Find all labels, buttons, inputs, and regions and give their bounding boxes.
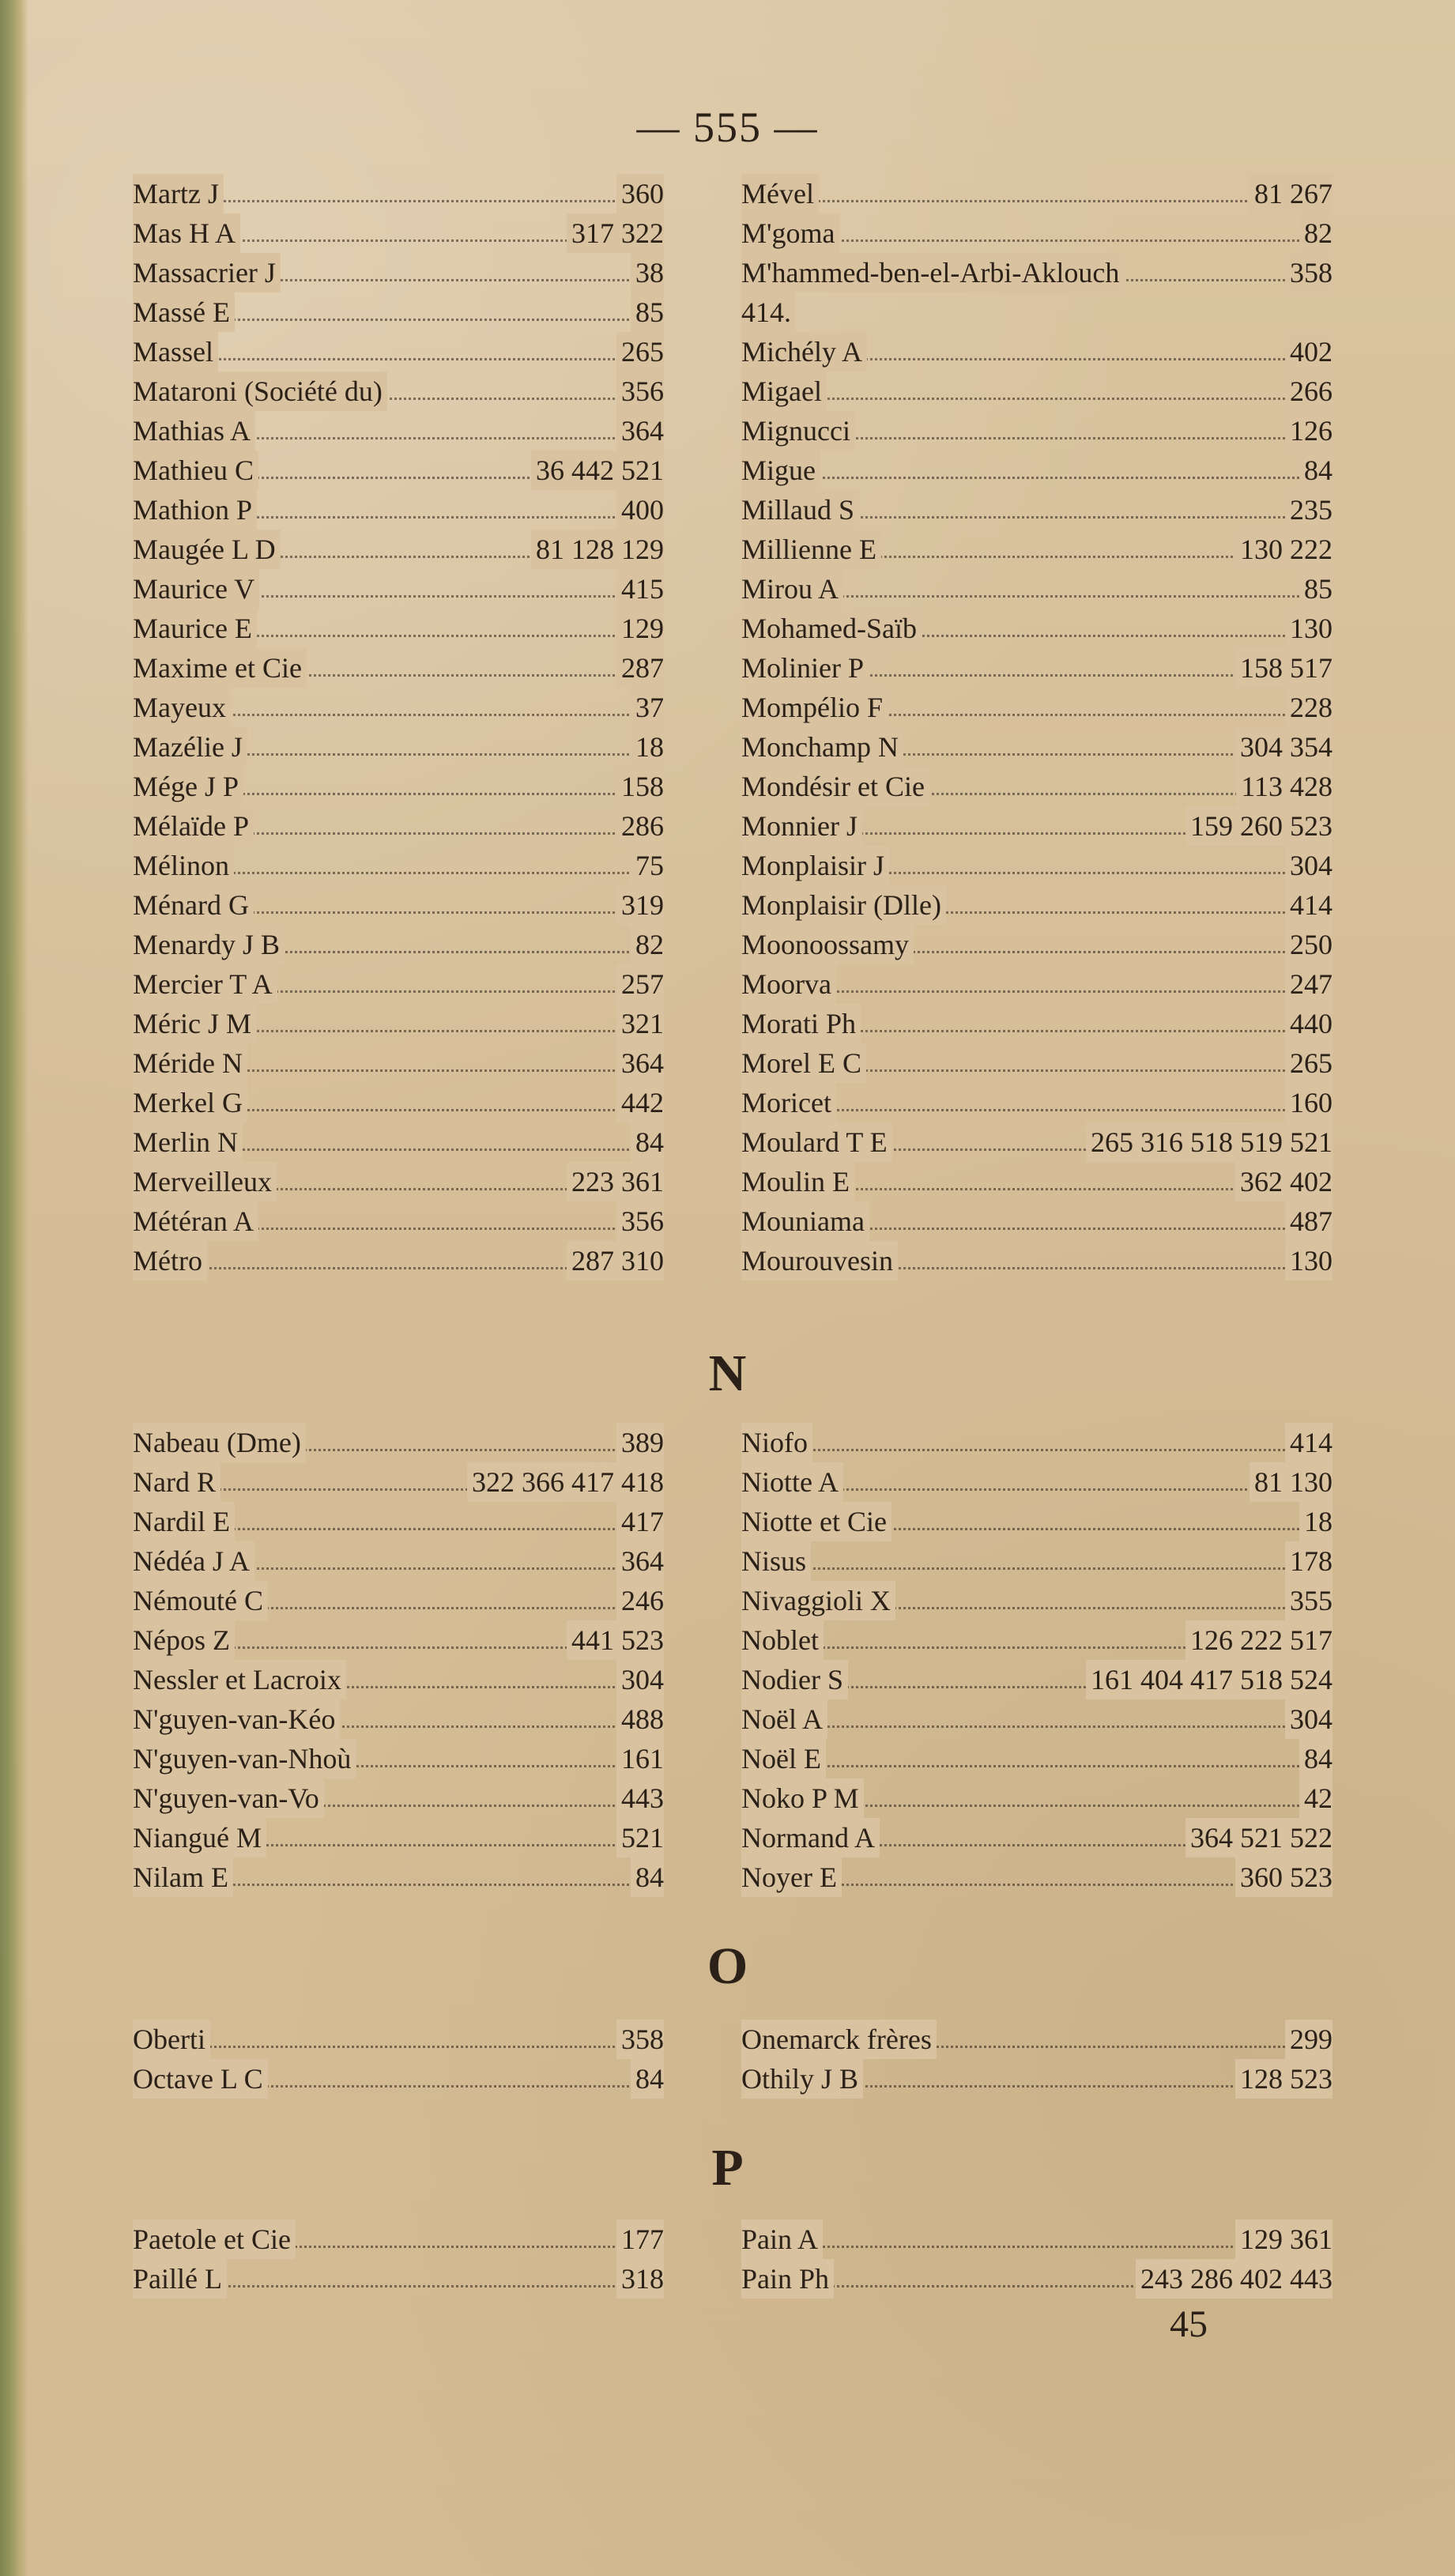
index-entry xyxy=(133,253,664,292)
right-column xyxy=(741,174,1332,1280)
index-entry xyxy=(741,1162,1332,1201)
entry-name: Monchamp N xyxy=(741,727,903,767)
index-entry xyxy=(741,372,1332,411)
index-entry xyxy=(741,1541,1332,1581)
entry-name: Nisus xyxy=(741,1541,811,1581)
entry-name: Méric J M xyxy=(133,1004,256,1043)
entry-page-refs: 356 xyxy=(616,372,664,411)
entry-name: Moricet xyxy=(741,1083,836,1122)
entry-page-refs: 158 517 xyxy=(1235,648,1332,688)
entry-name: Mége J P xyxy=(133,767,243,806)
right-column xyxy=(741,1423,1332,1897)
entry-page-refs: 441 523 xyxy=(567,1620,664,1660)
index-entry xyxy=(741,1043,1332,1083)
entry-page-refs: 402 xyxy=(1285,332,1332,372)
entry-page-refs: 257 xyxy=(616,964,664,1004)
entry-name: Moorva xyxy=(741,964,836,1004)
dot-leader xyxy=(741,372,1332,400)
entry-name: Pain Ph xyxy=(741,2259,834,2299)
entry-name: 414. xyxy=(741,292,796,332)
entry-page-refs: 488 xyxy=(616,1699,664,1739)
entry-page-refs: 178 xyxy=(1285,1541,1332,1581)
index-entry xyxy=(741,767,1332,806)
entry-name: Menardy J B xyxy=(133,925,285,964)
entry-page-refs: 266 xyxy=(1285,372,1332,411)
entry-page-refs: 177 xyxy=(616,2220,664,2259)
entry-page-refs: 287 310 xyxy=(567,1241,664,1280)
entry-name: Noël E xyxy=(741,1739,826,1778)
dot-leader xyxy=(741,174,1332,202)
dot-leader xyxy=(133,2020,664,2048)
entry-page-refs: 82 xyxy=(1299,213,1332,253)
entry-name: Nardil E xyxy=(133,1502,235,1541)
entry-page-refs: 318 xyxy=(616,2259,664,2299)
entry-name: Niotte A xyxy=(741,1462,843,1502)
entry-page-refs: 414 xyxy=(1285,1423,1332,1462)
index-entry xyxy=(133,925,664,964)
index-entry xyxy=(133,1581,664,1620)
index-entry xyxy=(741,1620,1332,1660)
entry-page-refs: 322 366 417 418 xyxy=(467,1462,664,1502)
entry-page-refs: 18 xyxy=(631,727,664,767)
entry-name: Métro xyxy=(133,1241,207,1280)
index-entry xyxy=(741,885,1332,925)
entry-page-refs: 85 xyxy=(631,292,664,332)
entry-page-refs: 304 xyxy=(1285,1699,1332,1739)
index-entry xyxy=(741,1241,1332,1280)
entry-page-refs: 130 xyxy=(1285,1241,1332,1280)
entry-name: Mataroni (Société du) xyxy=(133,372,387,411)
entry-name: Massacrier J xyxy=(133,253,281,292)
entry-name: Massel xyxy=(133,332,218,372)
index-entry xyxy=(133,1162,664,1201)
entry-page-refs: 360 xyxy=(616,174,664,213)
dot-leader xyxy=(741,1699,1332,1728)
entry-page-refs: 85 xyxy=(1299,569,1332,609)
index-entry xyxy=(741,1083,1332,1122)
entry-page-refs: 36 442 521 xyxy=(531,451,664,490)
entry-page-refs: 358 xyxy=(616,2020,664,2059)
index-entry xyxy=(133,688,664,727)
entry-name: Morati Ph xyxy=(741,1004,861,1043)
entry-page-refs: 265 316 518 519 521 xyxy=(1086,1122,1332,1162)
index-entry xyxy=(133,372,664,411)
entry-name: Millaud S xyxy=(741,490,859,530)
entry-page-refs: 304 xyxy=(1285,846,1332,885)
index-entry xyxy=(741,213,1332,253)
entry-page-refs: 235 xyxy=(1285,490,1332,530)
entry-name: Niofo xyxy=(741,1423,812,1462)
entry-page-refs: 319 xyxy=(616,885,664,925)
index-entry xyxy=(741,1502,1332,1541)
entry-page-refs: 362 402 xyxy=(1235,1162,1332,1201)
left-column xyxy=(133,2220,664,2299)
index-entry xyxy=(741,253,1332,292)
entry-name: Pain A xyxy=(741,2220,823,2259)
index-entry xyxy=(133,2059,664,2099)
entry-page-refs: 126 xyxy=(1285,411,1332,451)
entry-name: M'hammed-ben-el-Arbi-Aklouch xyxy=(741,253,1124,292)
index-entry xyxy=(741,1462,1332,1502)
index-entry xyxy=(741,1201,1332,1241)
entry-page-refs: 246 xyxy=(616,1581,664,1620)
entry-page-refs: 84 xyxy=(1299,1739,1332,1778)
index-entry xyxy=(741,688,1332,727)
entry-name: Merkel G xyxy=(133,1083,247,1122)
index-entry xyxy=(133,767,664,806)
entry-page-refs: 364 xyxy=(616,1541,664,1581)
entry-list xyxy=(741,174,1332,1280)
index-entry xyxy=(133,569,664,609)
entry-name: Moulard T E xyxy=(741,1122,892,1162)
entry-name: Onemarck frères xyxy=(741,2020,937,2059)
entry-name: Noyer E xyxy=(741,1858,842,1897)
entry-page-refs: 417 xyxy=(616,1502,664,1541)
entry-page-refs: 129 361 xyxy=(1235,2220,1332,2259)
index-entry xyxy=(741,569,1332,609)
entry-name: Mignucci xyxy=(741,411,855,451)
entry-page-refs: 321 xyxy=(616,1004,664,1043)
entry-page-refs: 364 xyxy=(616,1043,664,1083)
index-entry xyxy=(133,1620,664,1660)
entry-name: Mathieu C xyxy=(133,451,258,490)
index-entry xyxy=(741,1122,1332,1162)
entry-page-refs: 18 xyxy=(1299,1502,1332,1541)
entry-name: Migue xyxy=(741,451,820,490)
entry-page-refs: 160 xyxy=(1285,1083,1332,1122)
entry-name: M'goma xyxy=(741,213,839,253)
section-heading-o: O xyxy=(707,1937,748,1995)
entry-name: Mercier T A xyxy=(133,964,277,1004)
index-entry xyxy=(133,1122,664,1162)
index-entry xyxy=(741,1423,1332,1462)
index-entry xyxy=(741,2020,1332,2059)
index-entry xyxy=(741,846,1332,885)
left-column xyxy=(133,1423,664,1897)
entry-page-refs: 356 xyxy=(616,1201,664,1241)
entry-name: Némouté C xyxy=(133,1581,268,1620)
entry-name: Monplaisir J xyxy=(741,846,889,885)
entry-name: Nédéa J A xyxy=(133,1541,254,1581)
entry-page-refs: 360 523 xyxy=(1235,1858,1332,1897)
entry-name: Oberti xyxy=(133,2020,210,2059)
entry-name: Mélaïde P xyxy=(133,806,254,846)
index-entry xyxy=(741,609,1332,648)
entry-name: Méride N xyxy=(133,1043,247,1083)
index-entry xyxy=(133,1660,664,1699)
page-number: — 555 — xyxy=(636,104,819,151)
entry-list xyxy=(741,2220,1332,2299)
section-heading-n: N xyxy=(708,1345,747,1402)
entry-page-refs: 81 267 xyxy=(1250,174,1332,213)
entry-list xyxy=(133,2020,664,2099)
entry-name: Mathias A xyxy=(133,411,255,451)
entry-page-refs: 304 xyxy=(616,1660,664,1699)
index-entry xyxy=(133,1699,664,1739)
entry-name: Martz J xyxy=(133,174,224,213)
entry-name: N'guyen-van-Nhoù xyxy=(133,1739,356,1778)
entry-name: Nabeau (Dme) xyxy=(133,1423,306,1462)
entry-page-refs: 415 xyxy=(616,569,664,609)
index-entry xyxy=(133,1502,664,1541)
entry-name: Octave L C xyxy=(133,2059,268,2099)
entry-name: Noko P M xyxy=(741,1778,864,1818)
entry-name: Nilam E xyxy=(133,1858,233,1897)
entry-page-refs: 37 xyxy=(631,688,664,727)
index-entry xyxy=(133,1462,664,1502)
index-entry xyxy=(741,1581,1332,1620)
entry-list xyxy=(741,1423,1332,1897)
index-entry xyxy=(133,530,664,569)
entry-name: Morel E C xyxy=(741,1043,866,1083)
entry-page-refs: 299 xyxy=(1285,2020,1332,2059)
entry-name: Mondésir et Cie xyxy=(741,767,929,806)
entry-page-refs: 84 xyxy=(631,1858,664,1897)
entry-name: Mompélio F xyxy=(741,688,888,727)
index-entry xyxy=(741,451,1332,490)
index-entry xyxy=(133,2220,664,2259)
index-entry xyxy=(741,1660,1332,1699)
entry-name: Nivaggioli X xyxy=(741,1581,895,1620)
entry-page-refs: 161 xyxy=(616,1739,664,1778)
entry-page-refs: 286 xyxy=(616,806,664,846)
index-entry xyxy=(741,648,1332,688)
entry-name: Mayeux xyxy=(133,688,231,727)
entry-name: Nodier S xyxy=(741,1660,848,1699)
entry-page-refs: 265 xyxy=(1285,1043,1332,1083)
index-entry xyxy=(133,411,664,451)
index-entry xyxy=(741,530,1332,569)
entry-name: Maugée L D xyxy=(133,530,281,569)
entry-page-refs: 414 xyxy=(1285,885,1332,925)
dot-leader xyxy=(741,1541,1332,1570)
index-entry xyxy=(741,411,1332,451)
entry-page-refs: 84 xyxy=(1299,451,1332,490)
entry-page-refs: 113 428 xyxy=(1236,767,1332,806)
index-entry xyxy=(133,451,664,490)
entry-name: Nard R xyxy=(133,1462,221,1502)
entry-page-refs: 228 xyxy=(1285,688,1332,727)
index-entry xyxy=(133,1858,664,1897)
index-entry xyxy=(741,1778,1332,1818)
entry-page-refs: 223 361 xyxy=(567,1162,664,1201)
index-entry xyxy=(133,292,664,332)
index-entry xyxy=(133,1541,664,1581)
entry-name: Merveilleux xyxy=(133,1162,277,1201)
entry-page-refs: 159 260 523 xyxy=(1185,806,1332,846)
entry-name: Mathion P xyxy=(133,490,257,530)
entry-page-refs: 38 xyxy=(631,253,664,292)
entry-name: Monplaisir (Dlle) xyxy=(741,885,946,925)
entry-name: Moulin E xyxy=(741,1162,854,1201)
index-entry xyxy=(741,292,1332,332)
index-entry xyxy=(133,174,664,213)
entry-page-refs: 304 354 xyxy=(1235,727,1332,767)
dot-leader xyxy=(741,1423,1332,1451)
entry-page-refs: 364 521 522 xyxy=(1185,1818,1332,1858)
section-heading-p: P xyxy=(711,2139,744,2197)
entry-page-refs: 247 xyxy=(1285,964,1332,1004)
index-entry xyxy=(133,1043,664,1083)
entry-name: Mélinon xyxy=(133,846,234,885)
entry-name: Michély A xyxy=(741,332,867,372)
entry-page-refs: 81 128 129 xyxy=(531,530,664,569)
entry-name: N'guyen-van-Vo xyxy=(133,1778,324,1818)
index-entry xyxy=(741,727,1332,767)
entry-name: Maurice V xyxy=(133,569,259,609)
entry-page-refs: 82 xyxy=(631,925,664,964)
index-entry xyxy=(133,213,664,253)
index-entry xyxy=(133,1818,664,1858)
entry-page-refs: 75 xyxy=(631,846,664,885)
index-entry xyxy=(133,846,664,885)
left-column xyxy=(133,2020,664,2099)
index-entry xyxy=(133,1739,664,1778)
entry-name: Othily J B xyxy=(741,2059,863,2099)
entry-page-refs: 364 xyxy=(616,411,664,451)
right-column xyxy=(741,2220,1332,2299)
entry-name: Népos Z xyxy=(133,1620,235,1660)
index-entry xyxy=(133,1423,664,1462)
index-entry xyxy=(741,490,1332,530)
entry-name: Millienne E xyxy=(741,530,881,569)
entry-page-refs: 81 130 xyxy=(1250,1462,1332,1502)
entry-name: Paillé L xyxy=(133,2259,227,2299)
index-entry xyxy=(741,1739,1332,1778)
entry-name: Mouniama xyxy=(741,1201,869,1241)
entry-name: Niotte et Cie xyxy=(741,1502,891,1541)
index-entry xyxy=(133,332,664,372)
index-entry xyxy=(133,885,664,925)
index-entry xyxy=(741,1699,1332,1739)
entry-page-refs: 250 xyxy=(1285,925,1332,964)
entry-name: Paetole et Cie xyxy=(133,2220,296,2259)
entry-page-refs: 317 322 xyxy=(567,213,664,253)
index-entry xyxy=(741,1858,1332,1897)
dot-leader xyxy=(741,1739,1332,1767)
entry-list xyxy=(133,174,664,1280)
entry-page-refs: 128 523 xyxy=(1235,2059,1332,2099)
entry-name: Mourouvesin xyxy=(741,1241,898,1280)
index-entry xyxy=(133,2259,664,2299)
entry-name: Mas H A xyxy=(133,213,240,253)
entry-page-refs: 130 xyxy=(1285,609,1332,648)
index-entry xyxy=(133,727,664,767)
entry-name: Nessler et Lacroix xyxy=(133,1660,346,1699)
index-entry xyxy=(741,964,1332,1004)
entry-name: Ménard G xyxy=(133,885,254,925)
index-entry xyxy=(133,1083,664,1122)
index-entry xyxy=(741,332,1332,372)
index-entry xyxy=(133,609,664,648)
entry-page-refs: 243 286 402 443 xyxy=(1136,2259,1332,2299)
entry-page-refs: 158 xyxy=(616,767,664,806)
entry-name: Monnier J xyxy=(741,806,862,846)
index-entry xyxy=(741,174,1332,213)
index-entry xyxy=(133,964,664,1004)
entry-page-refs: 42 xyxy=(1299,1778,1332,1818)
entry-name: Merlin N xyxy=(133,1122,243,1162)
entry-name: Mével xyxy=(741,174,819,213)
index-entry xyxy=(133,1004,664,1043)
entry-page-refs: 358 xyxy=(1285,253,1332,292)
index-entry xyxy=(741,2259,1332,2299)
entry-name: Molinier P xyxy=(741,648,869,688)
index-entry xyxy=(741,1004,1332,1043)
entry-page-refs: 129 xyxy=(616,609,664,648)
entry-page-refs: 443 xyxy=(616,1778,664,1818)
entry-page-refs: 487 xyxy=(1285,1201,1332,1241)
entry-name: Migael xyxy=(741,372,827,411)
index-entry xyxy=(741,2220,1332,2259)
index-entry xyxy=(133,490,664,530)
entry-page-refs: 440 xyxy=(1285,1004,1332,1043)
index-entry xyxy=(741,925,1332,964)
entry-list xyxy=(741,2020,1332,2099)
entry-name: Massé E xyxy=(133,292,235,332)
index-entry xyxy=(133,2020,664,2059)
index-entry xyxy=(133,806,664,846)
entry-page-refs: 442 xyxy=(616,1083,664,1122)
index-entry xyxy=(741,2059,1332,2099)
entry-name: Noblet xyxy=(741,1620,824,1660)
entry-page-refs: 84 xyxy=(631,2059,664,2099)
entry-page-refs: 161 404 417 518 524 xyxy=(1086,1660,1332,1699)
signature-mark: 45 xyxy=(1170,2303,1208,2345)
index-entry xyxy=(133,1778,664,1818)
entry-name: N'guyen-van-Kéo xyxy=(133,1699,340,1739)
entry-page-refs: 400 xyxy=(616,490,664,530)
entry-name: Normand A xyxy=(741,1818,880,1858)
entry-list xyxy=(133,2220,664,2299)
right-column xyxy=(741,2020,1332,2099)
left-column xyxy=(133,174,664,1280)
entry-list xyxy=(133,1423,664,1897)
entry-name: Noël A xyxy=(741,1699,827,1739)
entry-page-refs: 521 xyxy=(616,1818,664,1858)
entry-page-refs: 126 222 517 xyxy=(1185,1620,1332,1660)
entry-name: Maurice E xyxy=(133,609,257,648)
entry-name: Niangué M xyxy=(133,1818,266,1858)
entry-page-refs: 389 xyxy=(616,1423,664,1462)
entry-name: Maxime et Cie xyxy=(133,648,307,688)
entry-page-refs: 130 222 xyxy=(1235,530,1332,569)
entry-page-refs: 265 xyxy=(616,332,664,372)
index-entry xyxy=(741,1818,1332,1858)
index-entry xyxy=(133,1201,664,1241)
index-entry xyxy=(133,648,664,688)
entry-page-refs: 355 xyxy=(1285,1581,1332,1620)
entry-name: Météran A xyxy=(133,1201,258,1241)
entry-name: Mazélie J xyxy=(133,727,247,767)
dot-leader xyxy=(741,451,1332,479)
index-entry xyxy=(741,806,1332,846)
index-entry xyxy=(133,1241,664,1280)
entry-page-refs: 287 xyxy=(616,648,664,688)
entry-page-refs: 84 xyxy=(631,1122,664,1162)
entry-name: Mirou A xyxy=(741,569,843,609)
entry-name: Mohamed-Saïb xyxy=(741,609,922,648)
entry-name: Moonoossamy xyxy=(741,925,914,964)
